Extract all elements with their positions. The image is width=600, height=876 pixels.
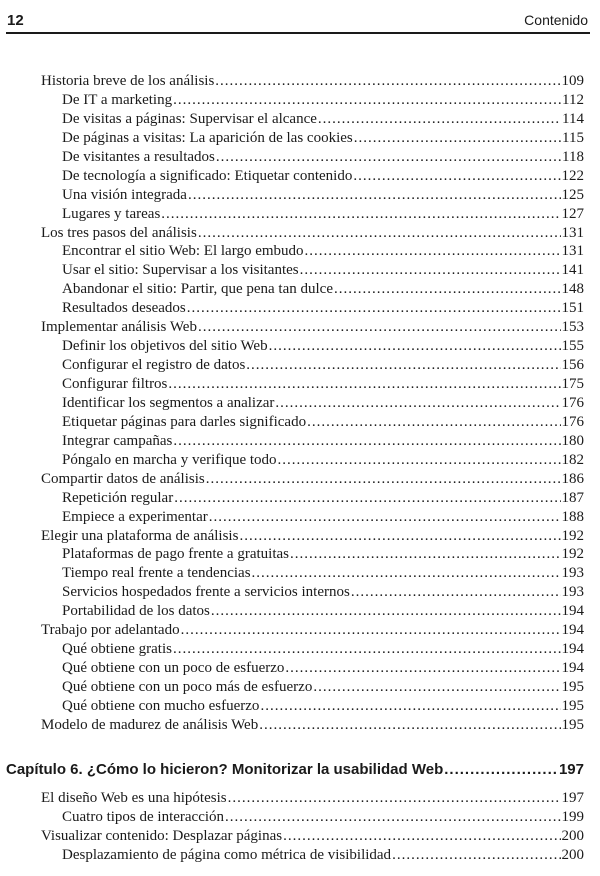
- toc-subsection-entry: [62, 808, 584, 827]
- dot-leader: [305, 242, 561, 261]
- toc-subsection-entry: [62, 489, 584, 508]
- toc-subsection-entry: [62, 375, 584, 394]
- toc-entry-page: 176: [561, 394, 584, 411]
- dot-leader: [275, 394, 560, 413]
- dot-leader: [444, 760, 558, 780]
- dot-leader: [307, 413, 560, 432]
- toc-entry-title: Empiece a experimentar: [62, 508, 208, 525]
- dot-leader: [260, 697, 560, 716]
- table-of-contents-chapter-6: [0, 789, 600, 865]
- toc-entry-title: Implementar análisis Web: [41, 319, 197, 336]
- toc-section-entry: [41, 827, 584, 846]
- toc-entry-page: 192: [561, 527, 584, 544]
- toc-entry-title: De tecnología a significado: Etiquetar contenido: [62, 167, 353, 184]
- table-of-contents: [0, 72, 600, 735]
- toc-entry-title: Cuatro tipos de interacción: [62, 808, 225, 825]
- dot-leader: [318, 110, 561, 129]
- toc-entry-title: Historia breve de los análisis: [41, 73, 215, 89]
- dot-leader: [228, 789, 561, 808]
- dot-leader: [198, 224, 561, 243]
- dot-leader: [252, 564, 561, 583]
- toc-entry-title: Elegir una plataforma de análisis: [41, 527, 239, 544]
- toc-entry-title: Compartir datos de análisis: [41, 470, 205, 487]
- toc-entry-page: 200: [561, 846, 584, 863]
- toc-entry-page: 199: [561, 808, 584, 825]
- toc-entry-page: 195: [561, 716, 584, 733]
- dot-leader: [283, 827, 560, 846]
- dot-leader: [334, 280, 561, 299]
- toc-entry-title: Encontrar el sitio Web: El largo embudo: [62, 243, 304, 260]
- dot-leader: [209, 508, 561, 527]
- toc-entry-title: El diseño Web es una hipótesis: [41, 790, 227, 806]
- dot-leader: [269, 337, 561, 356]
- toc-section-entry: [41, 716, 584, 735]
- toc-entry-page: 156: [561, 357, 584, 374]
- dot-leader: [392, 846, 560, 865]
- dot-leader: [206, 470, 561, 489]
- toc-subsection-entry: [62, 659, 584, 678]
- dot-leader: [211, 602, 561, 621]
- toc-entry-page: 112: [562, 91, 584, 108]
- dot-leader: [161, 205, 560, 224]
- dot-leader: [285, 659, 560, 678]
- toc-entry-title: De IT a marketing: [62, 91, 173, 108]
- toc-section-entry: [41, 621, 584, 640]
- dot-leader: [181, 621, 561, 640]
- toc-entry-page: 195: [561, 697, 584, 714]
- dot-leader: [174, 489, 560, 508]
- toc-entry-page: 176: [561, 413, 584, 430]
- toc-subsection-entry: [62, 91, 584, 110]
- toc-entry-page: 125: [561, 186, 584, 203]
- toc-subsection-entry: [62, 167, 584, 186]
- toc-entry-title: Qué obtiene gratis: [62, 641, 172, 658]
- running-header-title: Contenido: [524, 12, 588, 28]
- toc-entry-page: 114: [562, 110, 584, 127]
- toc-entry-page: 131: [561, 243, 584, 260]
- dot-leader: [173, 432, 560, 451]
- toc-entry-title: Qué obtiene con mucho esfuerzo: [62, 697, 260, 714]
- toc-entry-page: 109: [561, 73, 584, 89]
- dot-leader: [173, 640, 561, 659]
- toc-section-entry: [41, 789, 584, 808]
- toc-subsection-entry: [62, 356, 584, 375]
- toc-entry-title: Qué obtiene con un poco de esfuerzo: [62, 660, 285, 677]
- toc-subsection-entry: [62, 129, 584, 148]
- toc-entry-page: 148: [561, 281, 584, 298]
- toc-entry-title: Etiquetar páginas para darles significado: [62, 413, 307, 430]
- toc-entry-title: Usar el sitio: Supervisar a los visitantes: [62, 262, 299, 279]
- chapter-page: 197: [558, 761, 584, 778]
- toc-subsection-entry: [62, 110, 584, 129]
- toc-entry-page: 182: [561, 451, 584, 468]
- toc-entry-page: 197: [561, 790, 584, 806]
- toc-entry-page: 194: [561, 622, 584, 639]
- dot-leader: [168, 375, 560, 394]
- toc-subsection-entry: [62, 148, 584, 167]
- toc-subsection-entry: [62, 545, 584, 564]
- dot-leader: [278, 451, 561, 470]
- dot-leader: [188, 186, 561, 205]
- dot-leader: [351, 583, 561, 602]
- toc-entry-page: 155: [561, 338, 584, 355]
- toc-entry-page: 194: [561, 641, 584, 658]
- toc-entry-page: 200: [561, 827, 584, 844]
- toc-entry-page: 193: [561, 565, 584, 582]
- toc-entry-title: Resultados deseados: [62, 300, 186, 317]
- dot-leader: [187, 299, 561, 318]
- toc-subsection-entry: [62, 602, 584, 621]
- toc-entry-title: Una visión integrada: [62, 186, 187, 203]
- toc-entry-title: Visualizar contenido: Desplazar páginas: [41, 827, 283, 844]
- toc-subsection-entry: [62, 508, 584, 527]
- toc-subsection-entry: [62, 242, 584, 261]
- dot-leader: [239, 527, 560, 546]
- toc-subsection-entry: [62, 280, 584, 299]
- toc-entry-page: 151: [561, 300, 584, 317]
- toc-entry-page: 188: [561, 508, 584, 525]
- dot-leader: [290, 545, 561, 564]
- toc-entry-title: Qué obtiene con un poco más de esfuerzo: [62, 679, 313, 695]
- toc-entry-title: Trabajo por adelantado: [41, 622, 180, 639]
- toc-subsection-entry: [62, 337, 584, 356]
- toc-section-entry: [41, 224, 584, 243]
- toc-entry-page: 118: [562, 148, 584, 165]
- dot-leader: [353, 167, 560, 186]
- dot-leader: [215, 72, 560, 91]
- toc-entry-page: 131: [561, 224, 584, 241]
- toc-subsection-entry: [62, 697, 584, 716]
- dot-leader: [313, 678, 560, 697]
- toc-entry-page: 192: [561, 546, 584, 563]
- toc-entry-title: Modelo de madurez de análisis Web: [41, 716, 259, 733]
- toc-entry-title: Definir los objetivos del sitio Web: [62, 338, 268, 355]
- dot-leader: [173, 91, 561, 110]
- toc-entry-title: Plataformas de pago frente a gratuitas: [62, 546, 289, 563]
- chapter-title: Capítulo 6. ¿Cómo lo hicieron? Monitorizar la usabilidad Web: [6, 761, 444, 778]
- toc-entry-title: Póngalo en marcha y verifique todo: [62, 451, 277, 468]
- toc-subsection-entry: [62, 432, 584, 451]
- toc-entry-title: Desplazamiento de página como métrica de visibilidad: [62, 846, 392, 863]
- toc-entry-title: Abandonar el sitio: Partir, que pena tan dulce: [62, 281, 333, 298]
- toc-entry-title: Configurar filtros: [62, 376, 168, 392]
- dot-leader: [354, 129, 561, 148]
- toc-entry-page: 122: [561, 167, 584, 184]
- toc-subsection-entry: [62, 205, 584, 224]
- dot-leader: [259, 716, 560, 735]
- chapter-heading: [6, 760, 584, 780]
- toc-entry-page: 115: [562, 129, 584, 146]
- toc-section-entry: [41, 470, 584, 489]
- toc-entry-page: 193: [561, 584, 584, 601]
- toc-subsection-entry: [62, 261, 584, 280]
- toc-entry-page: 186: [561, 470, 584, 487]
- toc-subsection-entry: [62, 564, 584, 583]
- toc-entry-page: 153: [561, 319, 584, 336]
- toc-subsection-entry: [62, 678, 584, 697]
- toc-entry-page: 194: [561, 603, 584, 620]
- toc-section-entry: [41, 72, 584, 91]
- toc-entry-title: Lugares y tareas: [62, 205, 161, 222]
- toc-entry-page: 141: [561, 262, 584, 279]
- toc-entry-title: Tiempo real frente a tendencias: [62, 565, 251, 582]
- dot-leader: [225, 808, 560, 827]
- toc-subsection-entry: [62, 451, 584, 470]
- toc-entry-page: 180: [561, 432, 584, 449]
- toc-entry-page: 175: [561, 376, 584, 392]
- toc-subsection-entry: [62, 583, 584, 602]
- toc-subsection-entry: [62, 186, 584, 205]
- header-rule: [6, 32, 590, 34]
- toc-entry-page: 187: [561, 489, 584, 506]
- toc-subsection-entry: [62, 299, 584, 318]
- toc-entry-title: De visitantes a resultados: [62, 148, 215, 165]
- dot-leader: [300, 261, 561, 280]
- toc-subsection-entry: [62, 394, 584, 413]
- toc-section-entry: [41, 318, 584, 337]
- toc-subsection-entry: [62, 413, 584, 432]
- page-number: 12: [7, 12, 24, 29]
- toc-section-entry: [41, 527, 584, 546]
- toc-entry-title: Configurar el registro de datos: [62, 357, 246, 374]
- toc-subsection-entry: [62, 640, 584, 659]
- dot-leader: [198, 318, 561, 337]
- toc-entry-title: Repetición regular: [62, 489, 174, 506]
- toc-entry-title: De páginas a visitas: La aparición de las cookies: [62, 129, 353, 146]
- toc-entry-page: 194: [561, 660, 584, 677]
- toc-subsection-entry: [62, 846, 584, 865]
- toc-entry-title: Servicios hospedados frente a servicios internos: [62, 584, 350, 601]
- toc-entry-page: 195: [561, 679, 584, 695]
- dot-leader: [246, 356, 560, 375]
- toc-entry-page: 127: [561, 205, 584, 222]
- dot-leader: [216, 148, 561, 167]
- toc-entry-title: Portabilidad de los datos: [62, 603, 210, 620]
- toc-entry-title: De visitas a páginas: Supervisar el alcance: [62, 110, 317, 127]
- toc-entry-title: Identificar los segmentos a analizar: [62, 394, 275, 411]
- toc-entry-title: Los tres pasos del análisis: [41, 224, 197, 241]
- toc-entry-title: Integrar campañas: [62, 432, 173, 449]
